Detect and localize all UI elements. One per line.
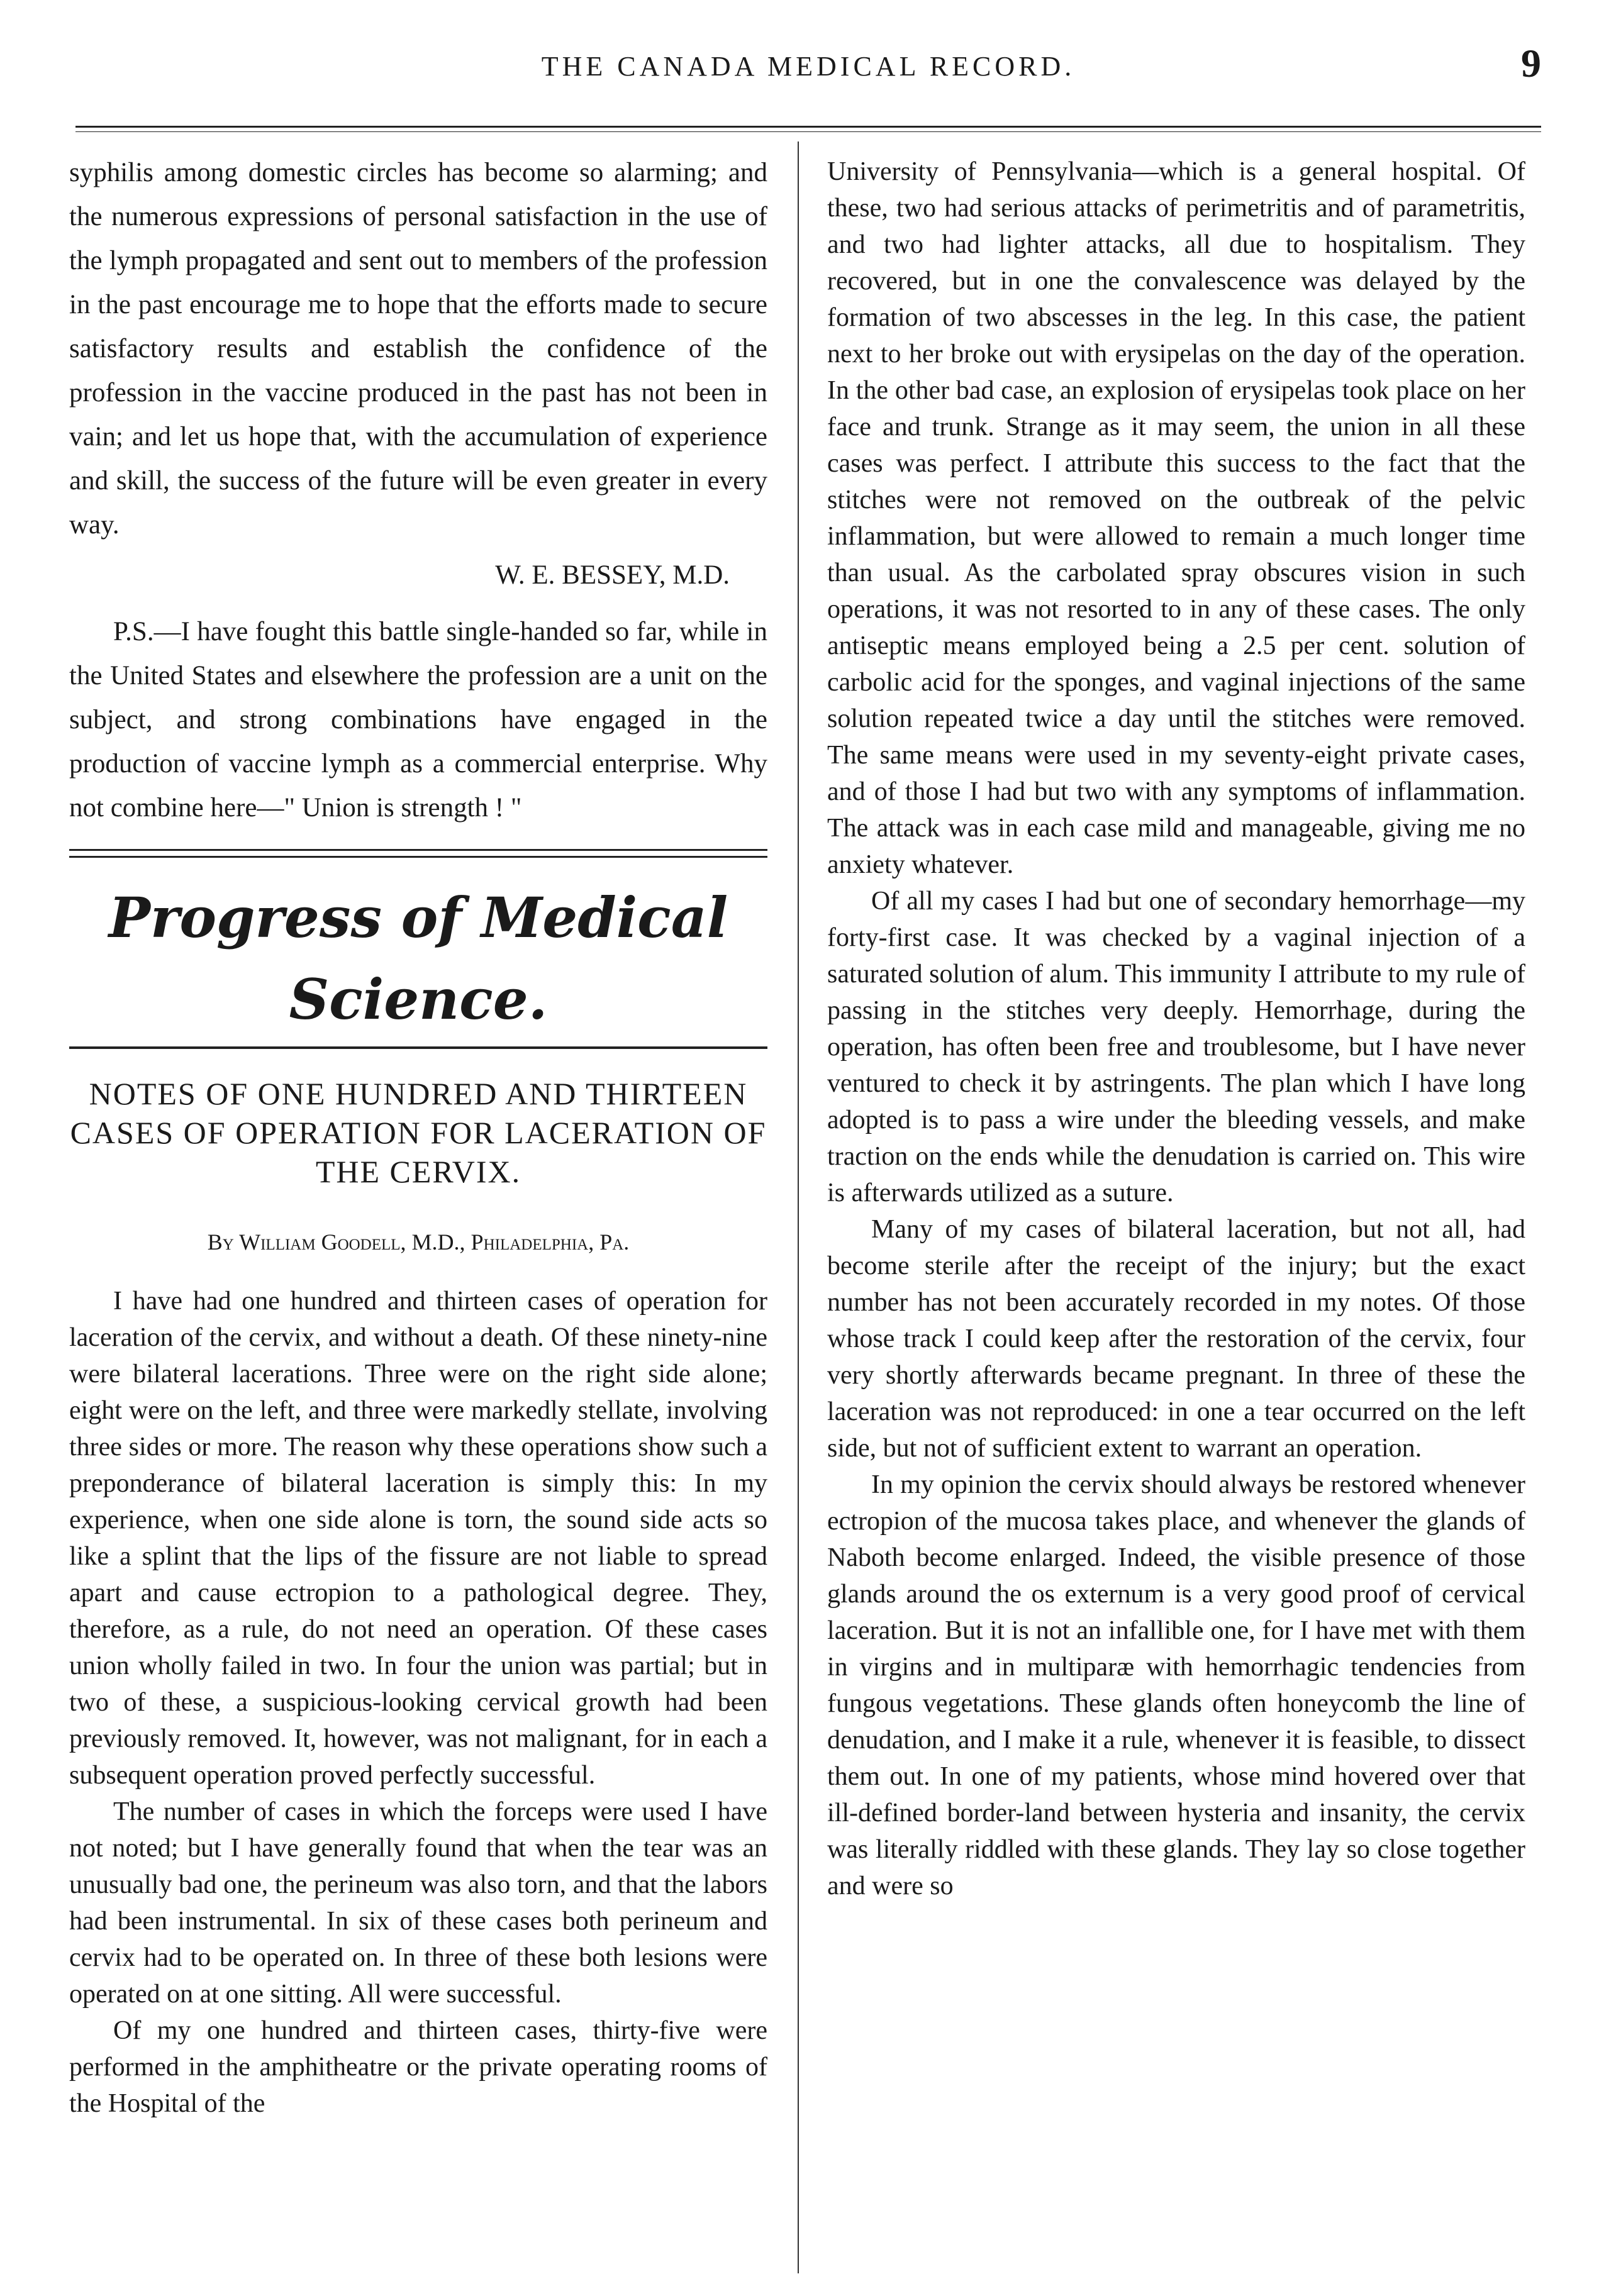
left-column xyxy=(69,151,767,2122)
body-paragraph: I have had one hundred and thirteen cases of operation for laceration of the cervix, and without a death. Of these ninety-nine were bilateral lacerations. Three were on the right side alone; eight were on the left, and three were markedly stellate, involving three sides or more. The reason why these operations show such a preponderance of bilateral laceration is simply this: In my experience, when one side alone is torn, the sound side acts so like a splint that the lips of the fissure are not liable to spread apart and cause ectropion to a pathological degree. They, therefore, as a rule, do not need an operation. Of these cases union wholly failed in two. In four the union was partial; but in two of these, a suspicious-looking cervical growth had been previously removed. It, however, was not malignant, for in each a subsequent operation proved perfectly successful. xyxy=(69,1287,767,1790)
postscript-paragraph: P.S.—I have fought this battle single-handed so far, while in the United States and elsewhere the profession are a unit on the subject, and strong combinations have engaged in the production of vaccine lymph as a commercial enterprise. Why not combine here—" Union is strength ! " xyxy=(69,617,767,823)
journal-title: THE CANADA MEDICAL RECORD. xyxy=(541,51,1076,82)
body-paragraph: University of Pennsylvania—which is a general hospital. Of these, two had serious attacks of perimetritis and of parametritis, and two had lighter attacks, all due to hospitalism. They recovered, but in one the convalescence was delayed by the formation of two abscesses in the leg. In this case, the patient next to her broke out with erysipelas on the day of the operation. In the other bad case, an explosion of erysipelas took place on her face and trunk. Strange as it may seem, the union in all these cases was perfect. I attribute this success to the fact that the stitches were not removed on the outbreak of the pelvic inflammation, but were allowed to remain a much longer time than usual. As the carbolated spray obscures vision in such operations, it was not resorted to in any of these cases. The only antiseptic means employed being a 2.5 per cent. solution of carbolic acid for the sponges, and vaginal injections of the same solution repeated twice a day until the stitches were removed. The same means were used in my seventy-eight private cases, and of those I had but two with any symptoms of inflammation. The attack was in each case mild and manageable, giving me no anxiety whatever. xyxy=(827,157,1525,879)
body-paragraph: Of my one hundred and thirteen cases, thirty-five were performed in the amphitheatre or the private operating rooms of the Hospital of the xyxy=(69,2016,767,2118)
header-rule xyxy=(75,126,1541,132)
page-header xyxy=(75,38,1541,94)
article-body-left xyxy=(69,1283,767,2122)
page-number: 9 xyxy=(1521,41,1541,86)
column-divider xyxy=(798,141,799,2273)
body-paragraph: Of all my cases I had but one of secondary hemorrhage—my forty-first case. It was checked by a vaginal injection of a saturated solution of alum. This immunity I attribute to my rule of passing in the stitches very deeply. Hemorrhage, during the operation, has often been free and troublesome, but I have never ventured to check it by astringents. The plan which I have long adopted is to pass a wire under the bleeding vessels, and make traction on the ends while the denudation is carried on. This wire is afterwards utilized as a suture. xyxy=(827,887,1525,1207)
body-paragraph: Many of my cases of bilateral laceration, but not all, had become sterile after the receipt of the injury; but the exact number has not been accurately recorded in my notes. Of those whose track I could keep after the restoration of the cervix, four very shortly afterwards became pregnant. In three of these the laceration was not reproduced: in one a tear occurred on the left side, but not of sufficient extent to warrant an operation. xyxy=(827,1215,1525,1463)
letter-closing-paragraph: syphilis among domestic circles has become so alarming; and the numerous expressions of personal satisfaction in the use of the lymph propagated and sent out to members of the profession in the past encourage me to hope that the efforts made to secure satisfactory results and establish the confidence of the profession in the vaccine produced in the past has not been in vain; and let us hope that, with the accumulation of experience and skill, the success of the future will be even greater in every way. xyxy=(69,158,767,540)
letter-signature: W. E. BESSEY, M.D. xyxy=(495,560,730,590)
article-byline: By William Goodell, M.D., Philadelphia, Pa. xyxy=(207,1229,630,1255)
right-column xyxy=(827,153,1525,1904)
section-rule xyxy=(69,849,767,858)
section-heading: Progress of Medical Science. xyxy=(108,885,728,1032)
heading-rule xyxy=(69,1046,767,1049)
article-title: NOTES OF ONE HUNDRED AND THIRTEEN CASES OF OPERATION FOR LACERATION OF THE CERVIX. xyxy=(70,1076,767,1189)
body-paragraph: The number of cases in which the forceps were used I have not noted; but I have generally found that when the tear was an unusually bad one, the perineum was also torn, and that the labors had been instrumental. In six of these cases both perineum and cervix had to be operated on. In three of these both lesions were operated on at one sitting. All were successful. xyxy=(69,1797,767,2009)
body-paragraph: In my opinion the cervix should always be restored whenever ectropion of the mucosa takes place, and whenever the glands of Naboth become enlarged. Indeed, the visible presence of those glands around the os externum is a very good proof of cervical laceration. But it is not an infallible one, for I have met with them in virgins and in multiparæ with hemorrhagic tendencies from fungous vegetations. These glands often honeycomb the line of denudation, and I make it a rule, whenever it is feasible, to dissect them out. In one of my patients, whose mind hovered over that ill-defined border-land between hysteria and insanity, the cervix was literally riddled with these glands. They lay so close together and were so xyxy=(827,1470,1525,1900)
